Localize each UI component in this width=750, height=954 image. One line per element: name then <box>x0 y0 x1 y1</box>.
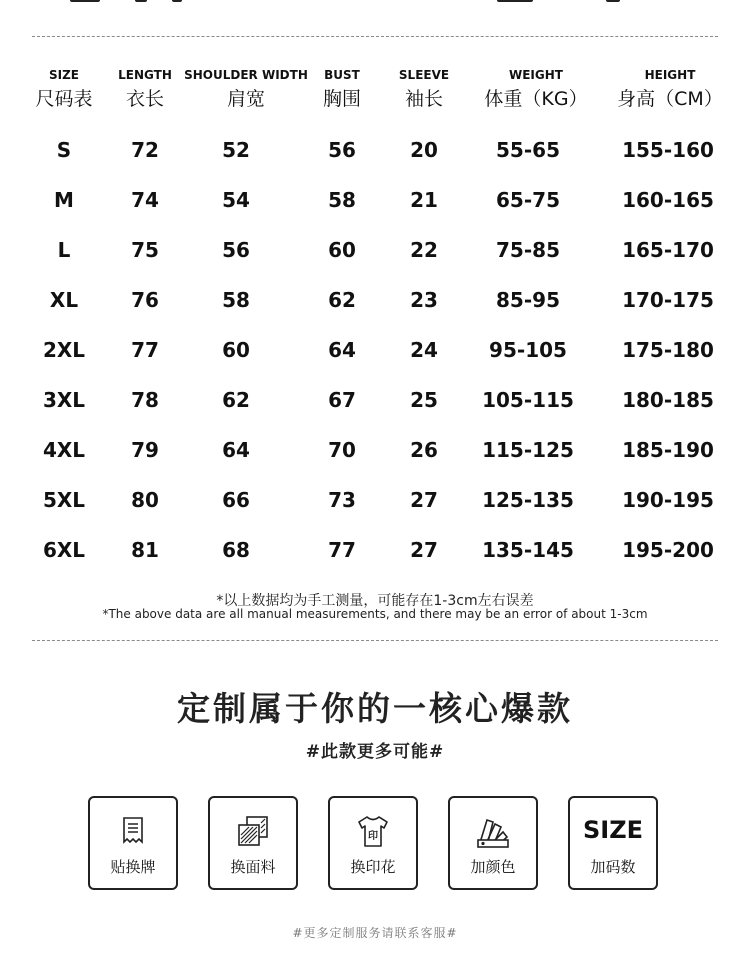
table-cell: 135-145 <box>482 538 574 562</box>
table-cell: 65-75 <box>496 188 560 212</box>
table-cell: S <box>56 138 72 162</box>
table-cell: 27 <box>410 488 438 512</box>
header-bust-cn: 胸围 <box>322 88 362 110</box>
table-cell: 85-95 <box>496 288 560 312</box>
table-cell: 21 <box>410 188 438 212</box>
table-header-row <box>0 60 750 120</box>
table-cell: 195-200 <box>622 538 714 562</box>
table-row <box>0 288 750 338</box>
option-card-fabric[interactable] <box>208 796 298 890</box>
table-cell: 78 <box>131 388 159 412</box>
table-cell: 20 <box>410 138 438 162</box>
table-cell: 190-195 <box>622 488 714 512</box>
table-cell: 60 <box>222 338 250 362</box>
header-sleeve <box>398 60 450 110</box>
table-cell: 185-190 <box>622 438 714 462</box>
table-cell: 125-135 <box>482 488 574 512</box>
tag-icon <box>113 812 153 852</box>
color-swatch-icon <box>473 812 513 852</box>
header-weight <box>484 60 588 110</box>
cropped-top-text <box>0 0 750 8</box>
header-bust-en: BUST <box>324 68 360 82</box>
table-cell: 67 <box>328 388 356 412</box>
header-height-cn: 身高（CM） <box>617 88 723 110</box>
table-cell: 58 <box>328 188 356 212</box>
table-cell: 58 <box>222 288 250 312</box>
header-size <box>35 60 93 110</box>
header-shoulder-cn: 肩宽 <box>226 88 265 110</box>
table-cell: 4XL <box>42 438 86 462</box>
table-cell: 74 <box>131 188 159 212</box>
promo-subtitle: #此款更多可能# <box>305 742 445 762</box>
table-cell: 62 <box>222 388 250 412</box>
table-cell: 81 <box>131 538 159 562</box>
header-bust <box>322 60 362 110</box>
option-card-color[interactable] <box>448 796 538 890</box>
table-cell: M <box>54 188 74 212</box>
table-cell: 105-115 <box>482 388 574 412</box>
option-card-size[interactable] <box>568 796 658 890</box>
middle-divider <box>32 640 718 641</box>
table-cell: 73 <box>328 488 356 512</box>
size-text-icon: SIZE <box>582 816 643 844</box>
header-length-cn: 衣长 <box>125 88 165 110</box>
table-row <box>0 388 750 438</box>
table-cell: 155-160 <box>622 138 714 162</box>
option-card-label[interactable] <box>88 796 178 890</box>
option-label: 加码数 <box>590 858 636 876</box>
table-cell: XL <box>49 288 79 312</box>
header-height-en: HEIGHT <box>644 68 696 82</box>
table-cell: 80 <box>131 488 159 512</box>
tshirt-print-icon <box>353 812 393 852</box>
top-divider <box>32 36 718 37</box>
promo-title: 定制属于你的一核心爆款 <box>177 689 573 728</box>
header-size-en: SIZE <box>48 68 80 82</box>
table-cell: 2XL <box>42 338 86 362</box>
header-shoulder <box>184 60 308 110</box>
table-cell: 79 <box>131 438 159 462</box>
table-cell: 56 <box>222 238 250 262</box>
table-cell: 180-185 <box>622 388 714 412</box>
table-cell: 115-125 <box>482 438 574 462</box>
table-cell: 24 <box>410 338 438 362</box>
table-cell: 76 <box>131 288 159 312</box>
table-cell: 165-170 <box>622 238 714 262</box>
table-cell: 77 <box>131 338 159 362</box>
table-cell: L <box>57 238 71 262</box>
table-cell: 64 <box>222 438 250 462</box>
table-row <box>0 188 750 238</box>
table-cell: 64 <box>328 338 356 362</box>
table-cell: 55-65 <box>496 138 560 162</box>
table-cell: 60 <box>328 238 356 262</box>
table-cell: 77 <box>328 538 356 562</box>
table-cell: 68 <box>222 538 250 562</box>
option-label: 换印花 <box>350 858 396 876</box>
header-sleeve-cn: 袖长 <box>404 88 444 110</box>
table-cell: 52 <box>222 138 250 162</box>
measurement-note-en: *The above data are all manual measurements, and there may be an error of about 1-3cm <box>102 607 648 621</box>
header-weight-en: WEIGHT <box>509 68 563 82</box>
table-cell: 170-175 <box>622 288 714 312</box>
table-cell: 23 <box>410 288 438 312</box>
table-row <box>0 538 750 588</box>
table-cell: 75-85 <box>496 238 560 262</box>
table-cell: 54 <box>222 188 250 212</box>
table-cell: 3XL <box>42 388 86 412</box>
table-cell: 75 <box>131 238 159 262</box>
header-height <box>617 60 723 110</box>
header-shoulder-en: SHOULDER WIDTH <box>184 68 308 82</box>
header-length <box>118 60 172 110</box>
print-glyph: 印 <box>368 831 378 842</box>
table-cell: 66 <box>222 488 250 512</box>
header-length-en: LENGTH <box>118 68 172 82</box>
table-cell: 27 <box>410 538 438 562</box>
table-cell: 160-165 <box>622 188 714 212</box>
option-label: 换面料 <box>230 858 276 876</box>
table-cell: 95-105 <box>489 338 567 362</box>
header-size-cn: 尺码表 <box>35 88 93 110</box>
table-cell: 62 <box>328 288 356 312</box>
option-card-print[interactable] <box>328 796 418 890</box>
table-row <box>0 438 750 488</box>
footer-note: #更多定制服务请联系客服# <box>292 926 458 940</box>
header-sleeve-en: SLEEVE <box>398 68 450 82</box>
table-cell: 25 <box>410 388 438 412</box>
table-cell: 175-180 <box>622 338 714 362</box>
table-cell: 22 <box>410 238 438 262</box>
table-cell: 26 <box>410 438 438 462</box>
table-row <box>0 138 750 188</box>
table-cell: 70 <box>328 438 356 462</box>
fabric-icon <box>233 812 273 852</box>
measurement-note-cn: *以上数据均为手工测量，可能存在1-3cm左右误差 <box>216 593 534 609</box>
table-row <box>0 238 750 288</box>
table-cell: 56 <box>328 138 356 162</box>
option-label: 贴换牌 <box>110 858 156 876</box>
table-cell: 6XL <box>42 538 86 562</box>
table-row <box>0 488 750 538</box>
table-cell: 72 <box>131 138 159 162</box>
table-row <box>0 338 750 388</box>
option-label: 加颜色 <box>470 858 516 876</box>
header-weight-cn: 体重（KG） <box>484 88 588 110</box>
table-cell: 5XL <box>42 488 86 512</box>
